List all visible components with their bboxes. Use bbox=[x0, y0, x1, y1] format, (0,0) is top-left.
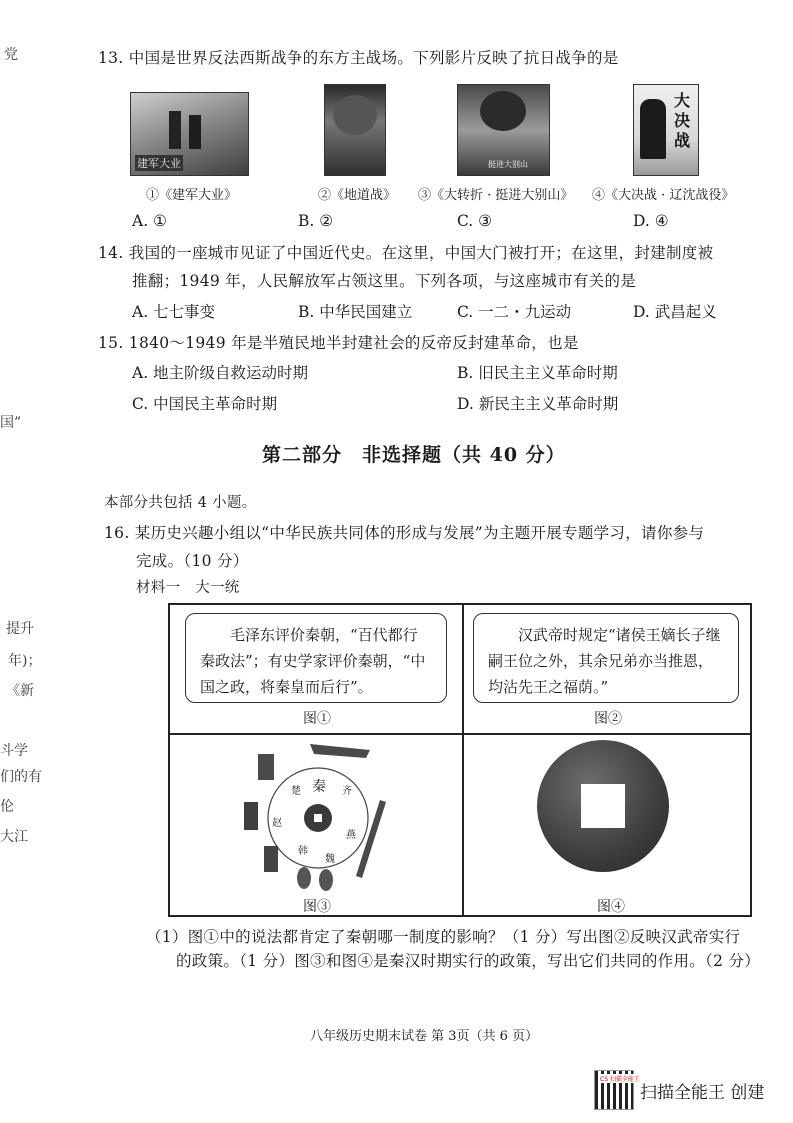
option-c: C. 一二・九运动 bbox=[457, 303, 572, 321]
margin-fragment: 《新 bbox=[6, 683, 34, 699]
figure-2-label: 图② bbox=[594, 711, 622, 727]
film-poster-3 bbox=[457, 84, 550, 176]
margin-fragment: 党 bbox=[4, 47, 18, 63]
watermark-text: 扫描全能王 创建 bbox=[640, 1083, 765, 1103]
figure-1-label: 图① bbox=[303, 711, 331, 727]
margin-fragment: 斗学 bbox=[0, 743, 28, 759]
margin-fragment: 国” bbox=[0, 415, 22, 431]
section-intro: 本部分共包括 4 小题。 bbox=[104, 495, 257, 511]
material-label: 材料一 大一统 bbox=[136, 580, 240, 596]
knife-coin-icon bbox=[310, 744, 370, 758]
figure-silhouette bbox=[169, 111, 181, 149]
film-poster-2 bbox=[324, 84, 386, 176]
figure-1-quote bbox=[185, 613, 447, 703]
spade-coin-icon bbox=[258, 754, 274, 780]
figure-3-label: 图③ bbox=[303, 899, 331, 915]
figure-2-quote bbox=[473, 613, 739, 703]
question-15-stem: 15. 1840～1949 年是半殖民地半封建社会的反帝反封建革命，也是 bbox=[98, 334, 579, 352]
margin-fragment: 提升 bbox=[6, 621, 34, 637]
state-label: 楚 bbox=[291, 786, 301, 797]
option-d: D. ④ bbox=[633, 212, 669, 230]
state-label: 赵 bbox=[272, 818, 282, 829]
film-caption: ①《建军大业》 bbox=[146, 188, 238, 203]
figure-2-text: 汉武帝时规定“诸侯王嫡长子继嗣王位之外，其余兄弟亦当推恩，均沾先王之福荫。” bbox=[488, 626, 721, 696]
sub-question-1: （1）图①中的说法都肯定了秦朝哪一制度的影响？（1 分）写出图②反映汉武帝实行 bbox=[146, 928, 741, 946]
figure-silhouette bbox=[333, 95, 377, 135]
grid-divider bbox=[170, 733, 750, 735]
shell-coin-icon bbox=[297, 867, 311, 889]
figure-1-text: 毛泽东评价秦朝，“百代都行秦政法”；有史学家评价秦朝，“中国之政，将秦皇而后行”。 bbox=[200, 626, 426, 696]
film-poster-1 bbox=[130, 92, 249, 176]
option-a: A. 地主阶级自救运动时期 bbox=[132, 364, 309, 382]
figure-silhouette bbox=[640, 99, 666, 159]
state-label: 韩 bbox=[298, 846, 308, 857]
spade-coin-icon bbox=[244, 802, 258, 830]
figure-3-coin-diagram bbox=[230, 740, 400, 892]
poster-title: 挺进大别山 bbox=[488, 160, 528, 169]
grid-divider bbox=[462, 605, 464, 915]
figure-silhouette bbox=[189, 115, 201, 149]
poster-title: 大决战 bbox=[674, 91, 691, 150]
shell-coin-icon bbox=[319, 869, 333, 891]
option-a: A. 七七事变 bbox=[132, 303, 216, 321]
option-c: C. ③ bbox=[457, 212, 493, 230]
poster-title: 建军大业 bbox=[137, 157, 181, 170]
figure-silhouette bbox=[480, 91, 526, 131]
margin-fragment: 伦 bbox=[0, 799, 14, 815]
film-caption: ④《大决战 · 辽沈战役》 bbox=[592, 188, 735, 203]
film-caption: ③《大转折 · 挺进大别山》 bbox=[418, 188, 574, 203]
question-16-stem-cont: 完成。（10 分） bbox=[136, 552, 249, 570]
film-caption: ②《地道战》 bbox=[318, 188, 397, 203]
option-d: D. 新民主主义革命时期 bbox=[457, 395, 619, 413]
state-label: 魏 bbox=[325, 854, 335, 865]
spade-coin-icon bbox=[264, 846, 278, 872]
page-footer: 八年级历史期末试卷 第 3页（共 6 页） bbox=[310, 1029, 539, 1044]
question-13-stem: 13. 中国是世界反法西斯战争的东方主战场。下列影片反映了抗日战争的是 bbox=[98, 49, 619, 67]
option-c: C. 中国民主革命时期 bbox=[132, 395, 278, 413]
question-14-stem-cont: 推翻；1949 年，人民解放军占领这里。下列各项，与这座城市有关的是 bbox=[132, 272, 637, 290]
state-label: 燕 bbox=[346, 830, 356, 841]
option-b: B. ② bbox=[298, 212, 334, 230]
knife-coin-icon bbox=[356, 800, 386, 878]
film-poster-4 bbox=[633, 84, 699, 176]
state-label: 齐 bbox=[342, 786, 352, 797]
figure-4-label: 图④ bbox=[597, 899, 625, 915]
sub-question-1-cont: 的政策。（1 分）图③和图④是秦汉时期实行的政策，写出它们共同的作用。（2 分） bbox=[176, 952, 761, 970]
margin-fragment: 大江 bbox=[0, 829, 28, 845]
question-14-stem: 14. 我国的一座城市见证了中国近代史。在这里，中国大门被打开；在这里，封建制度被 bbox=[98, 244, 714, 262]
option-b: B. 旧民主主义革命时期 bbox=[457, 364, 618, 382]
margin-fragment: 们的有 bbox=[0, 769, 42, 785]
coin-square-hole bbox=[581, 784, 625, 828]
margin-fragment: 年)； bbox=[8, 653, 42, 669]
question-16-stem: 16. 某历史兴趣小组以“中华民族共同体的形成与发展”为主题开展专题学习，请你参与 bbox=[104, 524, 705, 542]
option-d: D. 武昌起义 bbox=[633, 303, 717, 321]
option-b: B. 中华民国建立 bbox=[298, 303, 413, 321]
option-a: A. ① bbox=[132, 212, 167, 230]
figure-4-coin bbox=[537, 740, 669, 872]
scanner-logo: CS 扫描全能王 bbox=[600, 1076, 640, 1083]
section-title: 第二部分 非选择题（共 40 分） bbox=[262, 444, 566, 466]
figure-3-center-label: 秦 bbox=[312, 779, 326, 795]
